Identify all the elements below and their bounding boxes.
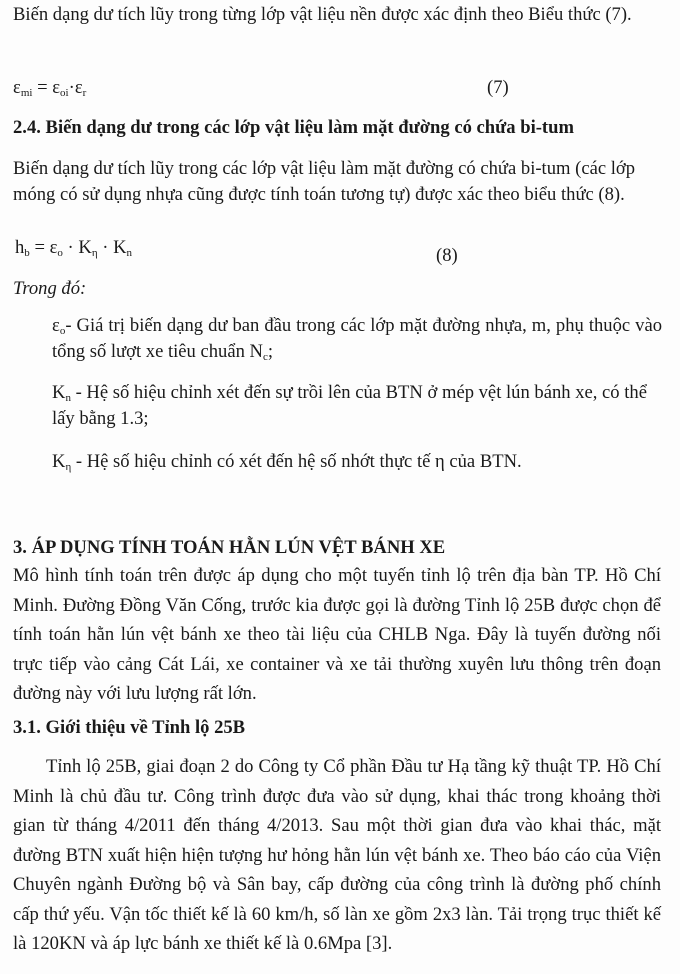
definition-k-eta: $K_\eta$ - Hệ số hiệu chỉnh có xét đến hệ số nhớt thực tế η của BTN. bbox=[52, 451, 522, 473]
paragraph-application: Mô hình tính toán trên được áp dụng cho một tuyến tỉnh lộ trên địa bàn TP. Hồ Chí Minh. Đường Đồng Văn Cống, trước kia được gọi là đường Tỉnh lộ 25B được chọn để tính toán hằn lún vệt bánh xe theo tài liệu của CHLB Nga. Đây là tuyến đường nối trực tiếp vào cảng Cát Lái, xe container và xe tải thường xuyên lưu thông trên đoạn đường này với lưu lượng rất lớn. bbox=[13, 565, 661, 704]
heading-section-3-1: 3.1. Giới thiệu về Tỉnh lộ 25B bbox=[13, 717, 246, 738]
where-label: Trong đó: bbox=[13, 278, 87, 299]
equation-number-7: (7) bbox=[487, 77, 509, 98]
heading-section-3: 3. ÁP DỤNG TÍNH TOÁN HẰN LÚN VỆT BÁNH XE bbox=[13, 537, 446, 558]
definition-k-n: $K_n$ - Hệ số hiệu chỉnh xét đến sự trồi lên của BTN ở mép vệt lún bánh xe, có thể lấy bằng 1.3; bbox=[52, 382, 647, 429]
symbol: ε bbox=[52, 315, 60, 336]
paragraph-road-intro: Tỉnh lộ 25B, giai đoạn 2 do Công ty Cổ phần Đầu tư Hạ tầng kỹ thuật TP. Hồ Chí Minh là chủ đầu tư. Công trình được đưa vào sử dụng, khai thác trong khoảng thời gian từ tháng 4/2011 đến tháng 4/2013. Sau một thời gian đưa vào khai thác, mặt đường BTN xuất hiện hiện tượng hư hỏng hằn lún vệt bánh xe. Theo báo cáo của Viện Chuyên ngành Đường bộ và Sân bay, cấp đường của công trình là đường phố chính cấp thứ yếu. Vận tốc thiết kế là 60 km/h, số làn xe gồm 2x3 làn. Tải trọng trục thiết kế là 120KN và áp lực bánh xe thiết kế là 0.6Mpa [3]. bbox=[13, 756, 661, 954]
equation-number-8: (8) bbox=[436, 245, 458, 266]
heading-section-2-4: 2.4. Biến dạng dư trong các lớp vật liệu làm mặt đường có chứa bi-tum bbox=[13, 117, 574, 138]
equation-8: $h_b = \varepsilon_o \cdot K_\eta \cdot K_n$ bbox=[15, 237, 133, 259]
paragraph-bitum: Biến dạng dư tích lũy trong các lớp vật liệu làm mặt đường có chứa bi-tum (các lớp móng có sử dụng nhựa cũng được tính toán tương tự) được xác theo biểu thức (8). bbox=[13, 158, 636, 205]
equation-7: $\varepsilon_{mi} = \varepsilon_{oi}\cdot\varepsilon_r$ bbox=[13, 77, 87, 99]
definition-epsilon-o: $\varepsilon_o-$ Giá trị biến dạng dư ban đầu trong các lớp mặt đường nhựa, m, phụ thuộc vào tổng số lượt xe tiêu chuẩn $N_c$; bbox=[52, 315, 662, 363]
paragraph-intro: Biến dạng dư tích lũy trong từng lớp vật liệu nền được xác định theo Biểu thức (7). bbox=[13, 4, 632, 25]
